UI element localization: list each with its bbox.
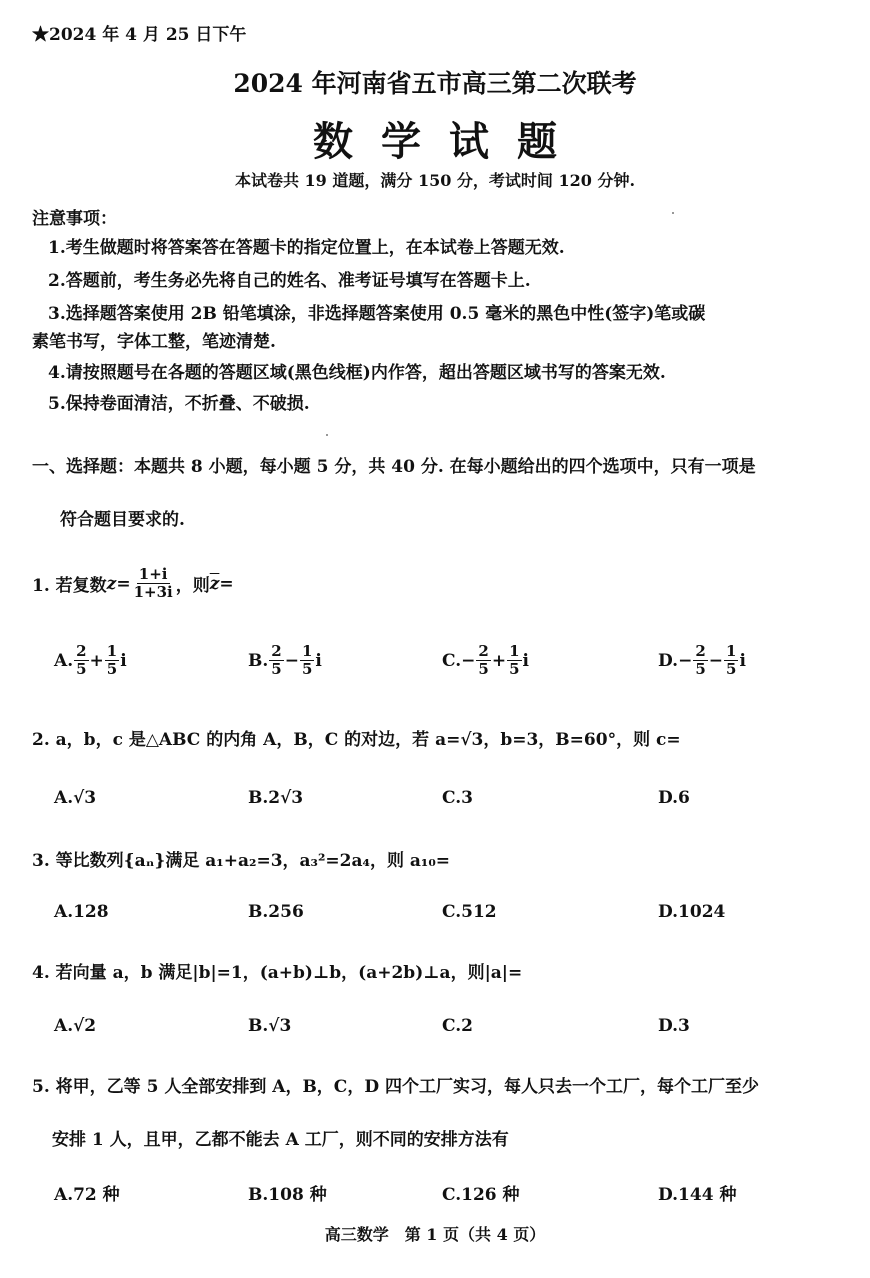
subject-title: 数学试题 (313, 118, 585, 165)
notice-item-4: 4.请按照题号在各题的答题区域(黑色线框)内作答，超出答题区域书写的答案无效. (48, 363, 666, 383)
q1-option-a[interactable] (54, 643, 127, 678)
q1-z: z (106, 573, 117, 594)
option-fraction-1 (74, 643, 88, 678)
page-footer: 高三数学 第 1 页（共 4 页） (324, 1225, 546, 1244)
q1-eq: = (116, 573, 131, 594)
q5-option-c[interactable]: C.126 种 (442, 1185, 520, 1205)
option-tail: i (739, 650, 746, 671)
option-fraction-2 (105, 643, 119, 678)
option-tail: i (522, 650, 529, 671)
option-fraction-2 (507, 643, 521, 678)
q2-option-b[interactable]: B.2√3 (248, 788, 304, 808)
frac-den: 5 (271, 660, 282, 678)
frac-num: 2 (271, 642, 282, 660)
option-label: D. (658, 650, 679, 671)
q1-option-c[interactable] (442, 643, 529, 678)
option-fraction-1 (476, 643, 490, 678)
q1-suffix2: = (219, 573, 234, 594)
exam-info: 本试卷共 19 道题，满分 150 分，考试时间 120 分钟. (234, 171, 636, 190)
q1-zbar: $\overline{z}$ (209, 573, 220, 594)
exam-date-stamp: ★2024 年 4 月 25 日下午 (32, 25, 247, 45)
q1-prefix: 1. 若复数 (32, 576, 107, 596)
option-fraction-2 (300, 643, 314, 678)
notice-item-3: 3.选择题答案使用 2B 铅笔填涂，非选择题答案使用 0.5 毫米的黑色中性(签字)笔或碳 (48, 304, 706, 324)
section-heading: 一、选择题：本题共 8 小题，每小题 5 分，共 40 分. 在每小题给出的四个选项中，只有一项是 (32, 457, 756, 477)
q1-fraction (132, 566, 175, 601)
q1-denominator: 1+3i (133, 583, 173, 601)
q5-option-b[interactable]: B.108 种 (248, 1185, 327, 1205)
frac-num: 2 (478, 642, 489, 660)
option-label: A. (54, 650, 74, 671)
option-tail: i (315, 650, 322, 671)
exam-title: 2024 年河南省五市高三第二次联考 (233, 69, 637, 98)
q2-option-a[interactable]: A.√3 (54, 788, 97, 808)
frac-num: 1 (509, 642, 520, 660)
frac-den: 5 (106, 660, 118, 678)
option-fraction-1 (693, 643, 707, 678)
option-operator: + (491, 650, 507, 671)
q2-option-c[interactable]: C.3 (442, 788, 473, 808)
frac-num: 2 (76, 642, 87, 660)
q3-option-d[interactable]: D.1024 (658, 902, 726, 922)
q5-option-d[interactable]: D.144 种 (658, 1185, 737, 1205)
frac-num: 1 (726, 642, 737, 660)
question-1 (32, 566, 234, 601)
q5-option-a[interactable]: A.72 种 (54, 1185, 120, 1205)
q3-option-c[interactable]: C.512 (442, 902, 497, 922)
frac-den: 5 (478, 660, 489, 678)
notice-item-3-cont: 素笔书写，字体工整，笔迹清楚. (32, 332, 276, 352)
frac-num: 2 (695, 642, 706, 660)
option-operator: + (89, 650, 104, 671)
frac-den: 5 (726, 660, 737, 678)
option-operator: − (284, 650, 299, 671)
q3-option-a[interactable]: A.128 (54, 902, 109, 922)
q4-option-b[interactable]: B.√3 (248, 1016, 292, 1036)
option-fraction-2 (724, 643, 738, 678)
frac-den: 5 (509, 660, 520, 678)
notice-item-2: 2.答题前，考生务必先将自己的姓名、准考证号填写在答题卡上. (48, 271, 531, 291)
notice-item-1: 1.考生做题时将答案答在答题卡的指定位置上，在本试卷上答题无效. (48, 238, 565, 258)
question-4: 4. 若向量 a，b 满足|b|=1，(a+b)⊥b，(a+2b)⊥a，则|a|= (32, 963, 523, 983)
question-5-cont: 安排 1 人，且甲，乙都不能去 A 工厂，则不同的安排方法有 (52, 1130, 509, 1150)
q4-option-c[interactable]: C.2 (442, 1016, 473, 1036)
q4-option-a[interactable]: A.√2 (54, 1016, 97, 1036)
question-2: 2. a，b，c 是△ABC 的内角 A，B，C 的对边，若 a=√3，b=3，B=60°，则 c= (32, 730, 681, 750)
q1-numerator: 1+i (138, 565, 168, 583)
option-label: C. (442, 650, 462, 671)
frac-num: 1 (301, 642, 313, 660)
q1-option-b[interactable] (248, 643, 322, 678)
q4-option-d[interactable]: D.3 (658, 1016, 690, 1036)
question-3: 3. 等比数列{aₙ}满足 a₁+a₂=3，a₃²=2a₄，则 a₁₀= (32, 851, 451, 871)
section-heading-cont: 符合题目要求的. (60, 510, 185, 530)
option-fraction-1 (269, 643, 283, 678)
frac-den: 5 (695, 660, 706, 678)
q1-suffix: ，则 (175, 576, 210, 596)
notice-heading: 注意事项： (32, 209, 117, 229)
frac-den: 5 (301, 660, 313, 678)
option-operator: − (708, 650, 723, 671)
frac-num: 1 (106, 642, 118, 660)
frac-den: 5 (76, 660, 87, 678)
q3-option-b[interactable]: B.256 (248, 902, 304, 922)
q2-option-d[interactable]: D.6 (658, 788, 690, 808)
option-sign: − (461, 650, 476, 671)
option-tail: i (120, 650, 127, 671)
q1-option-d[interactable] (658, 643, 746, 678)
question-5: 5. 将甲，乙等 5 人全部安排到 A，B，C，D 四个工厂实习，每人只去一个工厂，每个工厂至少 (32, 1077, 759, 1097)
option-sign: − (678, 650, 693, 671)
option-label: B. (248, 650, 269, 671)
notice-item-5: 5.保持卷面清洁，不折叠、不破损. (48, 394, 310, 414)
